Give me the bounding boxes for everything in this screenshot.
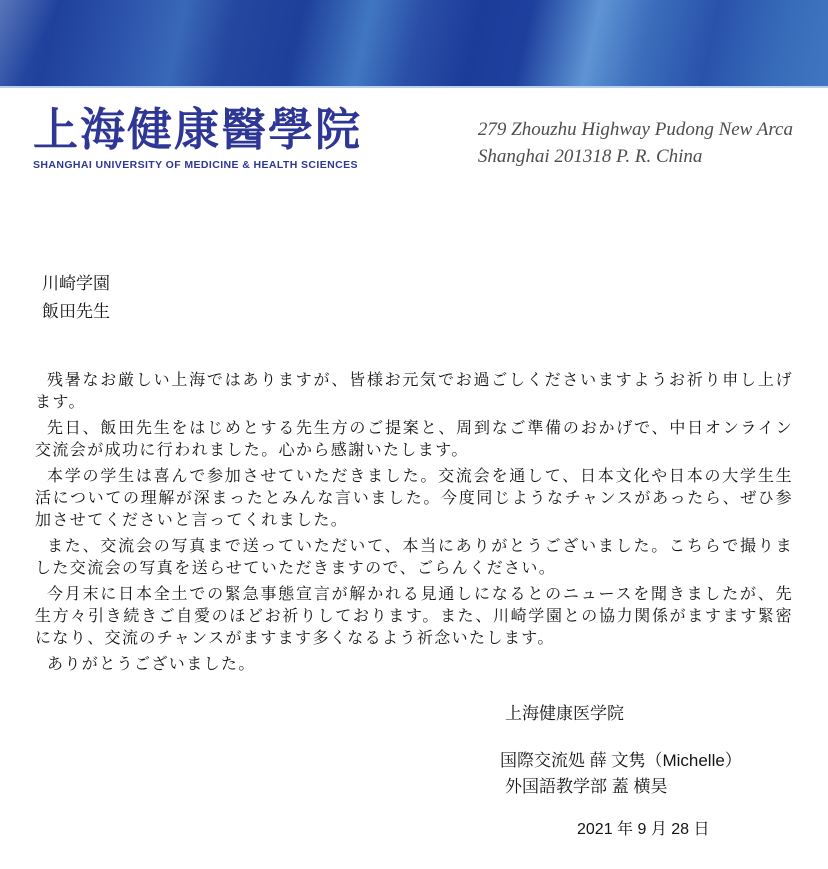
recipient-block (42, 270, 828, 326)
recipient-organization: 川崎学園 (42, 274, 110, 293)
body-paragraph-4: また、交流会の写真まで送っていただいて、本当にありがとうございました。こちらで撮りました交流会の写真を送らせていただきますので、ごらんください。 (35, 538, 793, 577)
body-paragraph-5: 今月末に日本全土での緊急事態宣言が解かれる見通しになるとのニュースを聞きましたが、先生方々引き続きご自愛のほどお祈りしております。また、川崎学園との協力関係がますます緊密になり、交流のチャンスがますます多くなるよう祈念いたします。 (35, 586, 793, 647)
logo-chinese-calligraphy: 上海健康醫學院 (33, 103, 363, 156)
signature-name-1: 国際交流処 薛 文隽（Michelle） (500, 751, 742, 770)
body-paragraph-2: 先日、飯田先生をはじめとする先生方のご提案と、周到なご準備のおかげで、中日オンライン交流会が成功に行われました。心から感謝いたします。 (35, 420, 793, 459)
signature-block (0, 702, 828, 842)
university-logo (33, 104, 362, 171)
letterhead (0, 88, 828, 190)
address-line-2: Shanghai 201318 P. R. China (477, 146, 703, 167)
signature-name-2: 外国語教学部 蓋 横昊 (505, 777, 668, 796)
body-paragraph-1: 残暑なお厳しい上海ではありますが、皆様お元気でお過ごしくださいますようお祈り申し上げます。 (35, 372, 793, 411)
letter-body (35, 370, 793, 676)
letter-date: 2021 年 9 月 28 日 (577, 821, 710, 838)
signature-organization: 上海健康医学院 (505, 704, 624, 723)
body-paragraph-3: 本学の学生は喜んで参加させていただきました。交流会を通して、日本文化や日本の大学生生活についての理解が深まったとみんな言いました。今度同じようなチャンスがあったら、ぜひ参加させてくださいと言ってくれました。 (35, 468, 793, 529)
logo-english-name: SHANGHAI UNIVERSITY OF MEDICINE & HEALTH SCIENCES (33, 159, 358, 171)
university-address (478, 116, 795, 170)
letterhead-banner (0, 0, 828, 88)
signature-names (500, 748, 828, 800)
recipient-name: 飯田先生 (42, 302, 110, 321)
body-paragraph-6: ありがとうございました。 (47, 656, 256, 673)
address-line-1: 279 Zhouzhu Highway Pudong New Arca (477, 119, 793, 140)
